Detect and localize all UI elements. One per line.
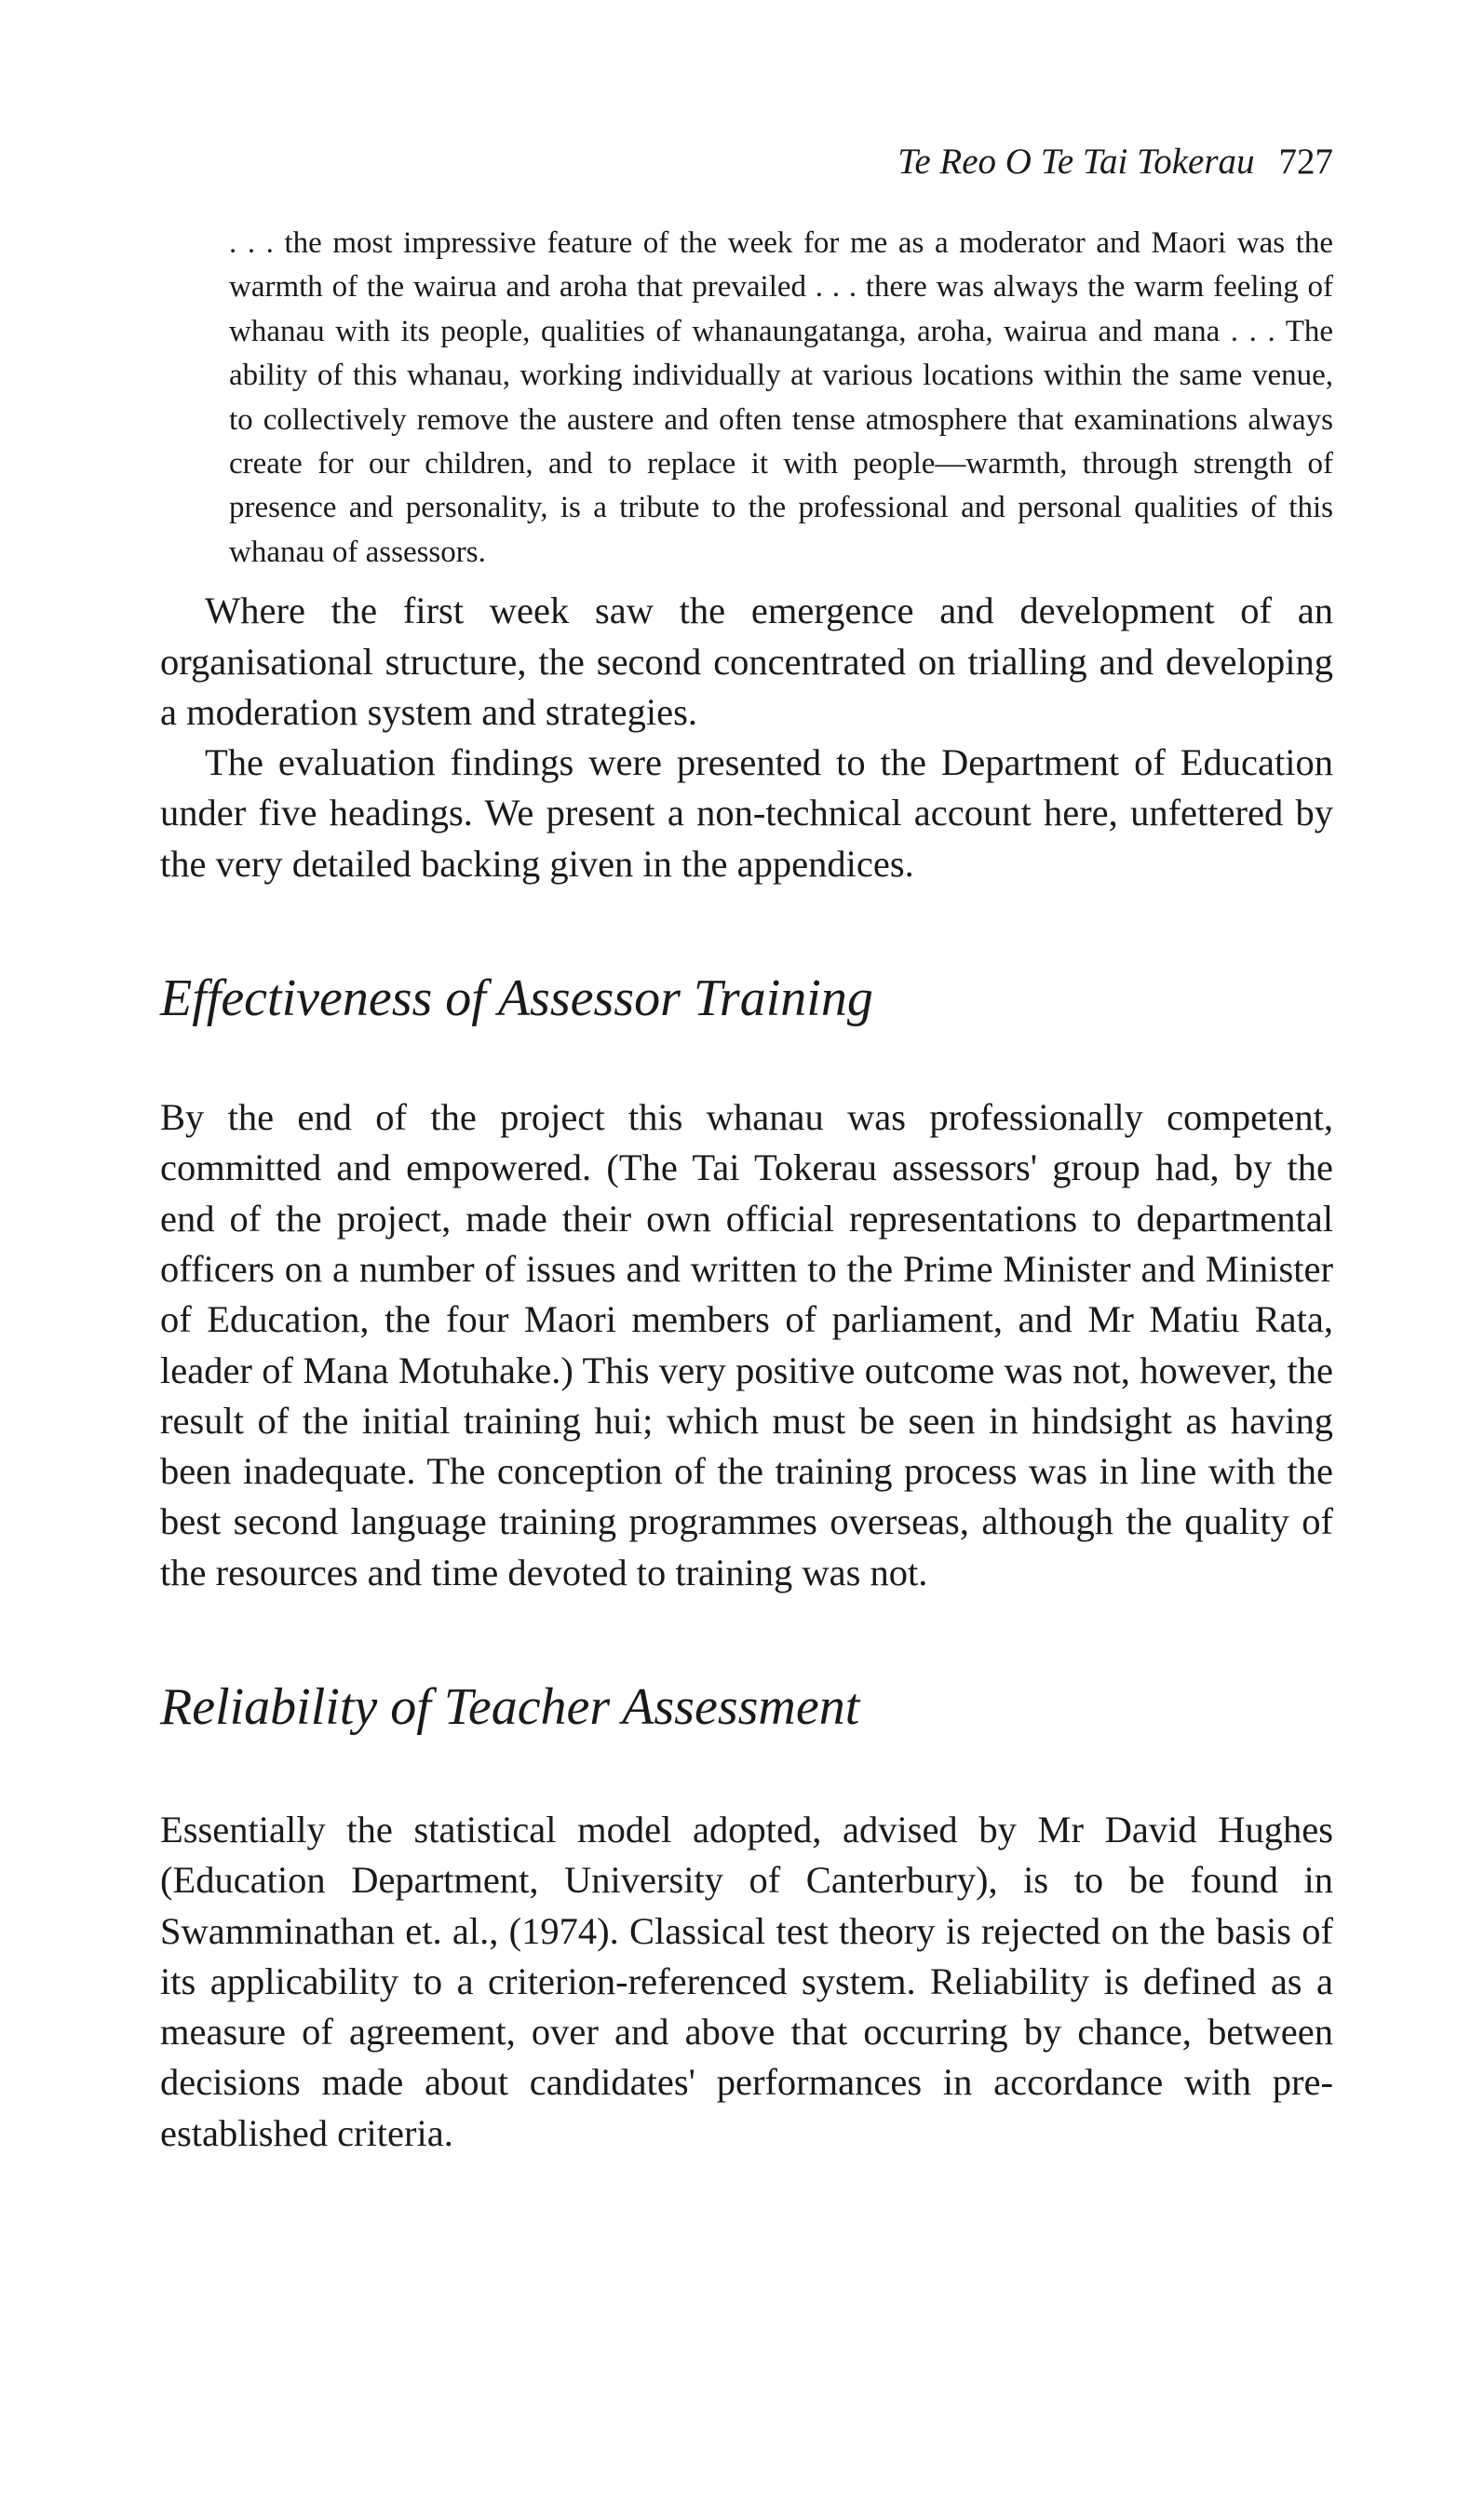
paragraph-organisational-structure: Where the first week saw the emergence and development of an organisational structure, the second concentrated on trialling and developing a moderation system and strategies. — [160, 590, 1333, 733]
paragraph-evaluation-findings: The evaluation findings were presented to the Department of Education under five headings. We present a non-technical account here, unfettered by the very detailed backing given in the appendices. — [160, 741, 1333, 885]
running-head — [160, 140, 1333, 184]
page-content — [160, 140, 1333, 2159]
page-number: 727 — [1278, 142, 1333, 182]
section-heading-assessor-training: Effectiveness of Assessor Training — [160, 969, 873, 1028]
running-head-title: Te Reo O Te Tai Tokerau — [897, 142, 1255, 182]
paragraph-reliability: Essentially the statistical model adopted, advised by Mr David Hughes (Education Department, University of Canterbury), is to be found in Swamminathan et. al., (1974). Classical test theory is rejected on the basis of its applicability to a criterion-referenced system. Reliability is defined as a measure of agreement, over and above that occurring by chance, between decisions made about candidates' performances in accordance with pre-established criteria. — [160, 1809, 1333, 2154]
block-quote: . . . the most impressive feature of the week for me as a moderator and Maori was the warmth of the wairua and aroha that prevailed . . . there was always the warm feeling of whanau with its people, qualities of whanaungatanga, aroha, wairua and mana . . . The ability of this whanau, working individually at various locations within the same venue, to collectively remove the austere and often tense atmosphere that examinations always create for our children, and to replace it with people—warmth, through strength of presence and personality, is a tribute to the professional and personal qualities of this whanau of assessors. — [229, 226, 1333, 569]
section-heading-reliability: Reliability of Teacher Assessment — [160, 1678, 860, 1736]
paragraph-assessor-training: By the end of the project this whanau was professionally competent, committed and empowered. (The Tai Tokerau assessors' group had, by the end of the project, made their own official representations to departmental officers on a number of issues and written to the Prime Minister and Minister of Education, the four Maori members of parliament, and Mr Matiu Rata, leader of Mana Motuhake.) This very positive outcome was not, however, the result of the initial training hui; which must be seen in hindsight as having been inadequate. The conception of the training process was in line with the best second language training programmes overseas, although the quality of the resources and time devoted to training was not. — [160, 1096, 1333, 1593]
